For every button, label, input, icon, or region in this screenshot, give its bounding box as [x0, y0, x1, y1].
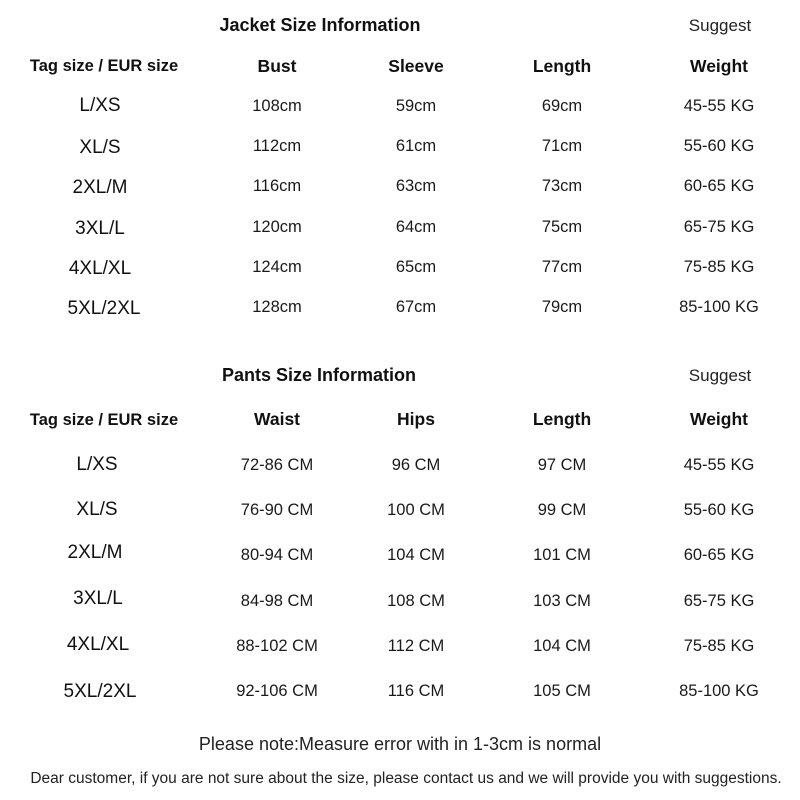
pants-tag-size: 4XL/XL — [66, 634, 130, 655]
jacket-tag-size: 5XL/2XL — [67, 298, 141, 319]
customer-footer-note: Dear customer, if you are not sure about the size, please contact us and we will provide you with suggestions. — [30, 770, 782, 787]
jacket-tag-size: 3XL/L — [75, 218, 125, 239]
pants-length: 105 CM — [533, 682, 591, 700]
pants-header-length: Length — [532, 409, 592, 429]
jacket-tag-size: 2XL/M — [72, 177, 128, 198]
pants-waist: 88-102 CM — [236, 637, 318, 655]
pants-table-row — [0, 634, 800, 664]
jacket-length: 77cm — [541, 258, 583, 276]
pants-weight: 85-100 KG — [679, 682, 759, 700]
jacket-table-row — [0, 177, 800, 207]
pants-length: 103 CM — [533, 592, 591, 610]
jacket-sleeve: 63cm — [395, 177, 437, 195]
pants-length: 97 CM — [537, 456, 587, 474]
jacket-sleeve: 67cm — [395, 298, 437, 316]
pants-weight: 55-60 KG — [683, 501, 755, 519]
jacket-title: Jacket Size Information — [219, 15, 421, 35]
jacket-tag-size: 4XL/XL — [68, 258, 132, 279]
pants-table-row — [0, 588, 800, 618]
pants-header-hips: Hips — [397, 409, 435, 429]
measurement-note: Please note:Measure error with in 1-3cm is normal — [198, 734, 602, 754]
jacket-weight: 75-85 KG — [683, 258, 755, 276]
pants-tag-size: 3XL/L — [73, 588, 123, 609]
jacket-weight: 60-65 KG — [683, 177, 755, 195]
pants-tag-size: 2XL/M — [67, 542, 123, 563]
pants-weight: 45-55 KG — [683, 456, 755, 474]
pants-header-waist: Waist — [253, 409, 301, 429]
pants-tag-size: L/XS — [76, 454, 118, 475]
pants-hips: 116 CM — [387, 682, 445, 700]
pants-table-row — [0, 681, 800, 711]
jacket-table-row — [0, 137, 800, 167]
pants-header-tag-size: Tag size / EUR size — [29, 411, 179, 429]
pants-weight: 75-85 KG — [683, 637, 755, 655]
jacket-weight: 65-75 KG — [683, 218, 755, 236]
pants-hips: 104 CM — [387, 546, 445, 564]
jacket-table-row — [0, 218, 800, 248]
jacket-bust: 128cm — [252, 298, 302, 316]
jacket-tag-size: L/XS — [79, 95, 121, 116]
pants-tag-size: 5XL/2XL — [63, 681, 137, 702]
jacket-length: 79cm — [541, 298, 583, 316]
pants-tag-size: XL/S — [76, 499, 118, 520]
jacket-bust: 108cm — [252, 97, 302, 115]
jacket-table-row — [0, 258, 800, 288]
jacket-bust: 112cm — [252, 137, 302, 155]
jacket-weight: 45-55 KG — [683, 97, 755, 115]
pants-hips: 96 CM — [391, 456, 441, 474]
pants-hips: 108 CM — [387, 592, 445, 610]
jacket-header-bust: Bust — [257, 56, 297, 76]
pants-waist: 92-106 CM — [236, 682, 318, 700]
jacket-length: 71cm — [541, 137, 583, 155]
jacket-header-weight: Weight — [689, 56, 749, 76]
jacket-header-length: Length — [532, 56, 592, 76]
jacket-header-tag-size: Tag size / EUR size — [29, 57, 179, 75]
jacket-suggest-label: Suggest — [688, 16, 752, 35]
pants-table-row — [0, 454, 800, 484]
jacket-sleeve: 59cm — [395, 97, 437, 115]
jacket-tag-size: XL/S — [79, 137, 121, 158]
jacket-weight: 55-60 KG — [683, 137, 755, 155]
pants-waist: 76-90 CM — [240, 501, 314, 519]
pants-hips: 112 CM — [387, 637, 445, 655]
jacket-sleeve: 65cm — [395, 258, 437, 276]
pants-hips: 100 CM — [387, 501, 445, 519]
jacket-bust: 116cm — [252, 177, 302, 195]
jacket-table-row — [0, 95, 800, 125]
pants-waist: 84-98 CM — [240, 592, 314, 610]
pants-header-weight: Weight — [689, 409, 749, 429]
pants-weight: 60-65 KG — [683, 546, 755, 564]
pants-waist: 72-86 CM — [240, 456, 314, 474]
jacket-length: 73cm — [541, 177, 583, 195]
jacket-sleeve: 64cm — [395, 218, 437, 236]
jacket-length: 75cm — [541, 218, 583, 236]
pants-table-row — [0, 542, 800, 572]
jacket-table-row — [0, 298, 800, 328]
jacket-header-sleeve: Sleeve — [388, 56, 444, 76]
jacket-weight: 85-100 KG — [679, 298, 759, 316]
pants-length: 101 CM — [533, 546, 591, 564]
pants-length: 104 CM — [533, 637, 591, 655]
jacket-bust: 124cm — [252, 258, 302, 276]
jacket-length: 69cm — [541, 97, 583, 115]
pants-waist: 80-94 CM — [240, 546, 314, 564]
pants-length: 99 CM — [537, 501, 587, 519]
pants-title: Pants Size Information — [221, 365, 417, 385]
pants-weight: 65-75 KG — [683, 592, 755, 610]
pants-table-row — [0, 499, 800, 529]
pants-suggest-label: Suggest — [688, 366, 752, 385]
jacket-bust: 120cm — [252, 218, 302, 236]
jacket-sleeve: 61cm — [395, 137, 437, 155]
